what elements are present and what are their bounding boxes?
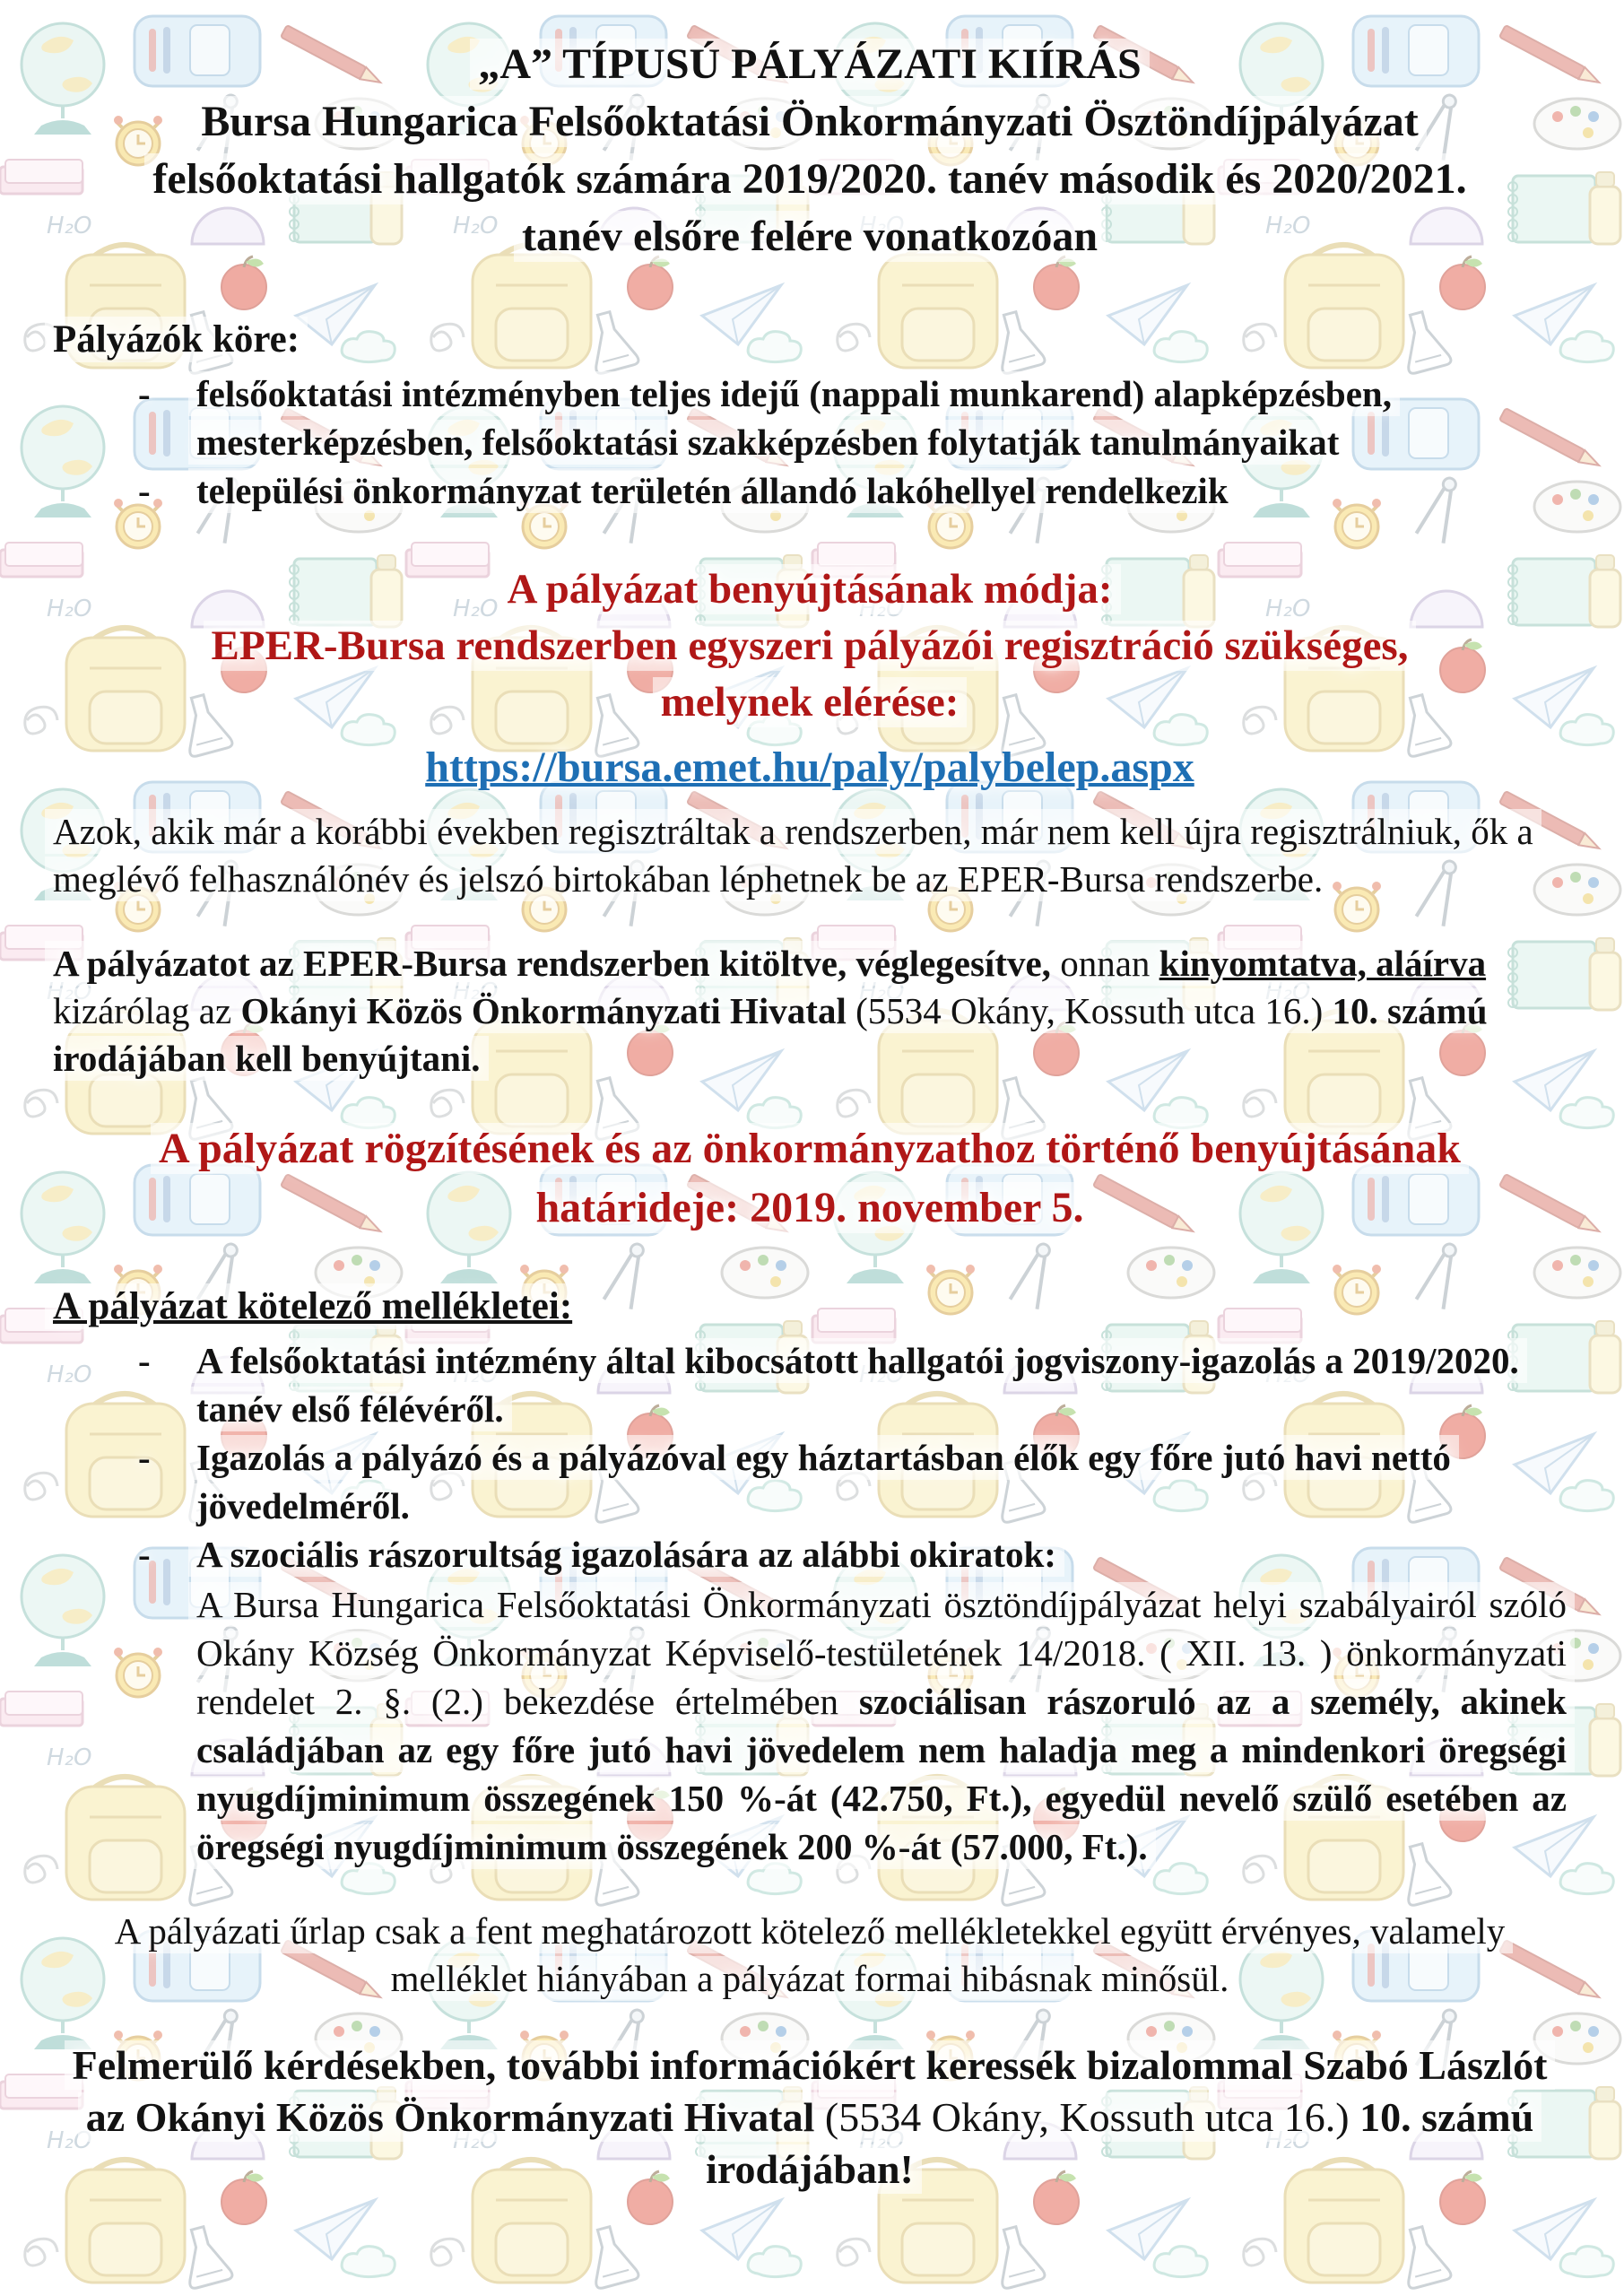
applicants-heading: Pályázók köre: xyxy=(45,316,1575,364)
applicants-list xyxy=(45,370,1575,515)
deadline-heading: A pályázat rögzítésének és az önkormányzathoz történő benyújtásának határideje: 2019. november 5. xyxy=(45,1119,1575,1238)
submit-instruction: A pályázatot az EPER-Bursa rendszerben kitöltve, véglegesítve, onnan kinyomtatva, aláírva kizárólag az Okányi Közös Önkormányzati Hivatal (5534 Okány, Kossuth utca 16.) 10. számú irodájában kell benyújtani. xyxy=(45,940,1575,1083)
contact-paragraph: Felmerülő kérdésekben, további információkért keressék bizalommal Szabó Lászlót az Okányi Közös Önkormányzati Hivatal (5534 Okány, Kossuth utca 16.) 10. számú irodájában! xyxy=(45,2039,1575,2196)
attachments-heading: A pályázat kötelező mellékletei: xyxy=(45,1283,1575,1331)
submission-method-heading: A pályázat benyújtásának módja: EPER-Bursa rendszerben egyszeri pályázói regisztráció szükséges, melynek elérése: xyxy=(45,561,1575,731)
bullet-dash: - xyxy=(138,1340,151,1381)
attachments-list xyxy=(45,1336,1575,1578)
list-item: - települési önkormányzat területén állandó lakóhellyel rendelkezik xyxy=(45,466,1575,515)
registration-note: Azok, akik már a korábbi években regisztráltak a rendszerben, már nem kell újra regisztrálniuk, ők a meglévő felhasználónév és jelszó birtokában léphetnek be az EPER-Bursa rendszerbe. xyxy=(45,808,1575,903)
page-subtitle-line-2: felsőoktatási hallgatók számára 2019/2020. tanév második és 2020/2021. xyxy=(45,151,1575,208)
bullet-dash: - xyxy=(138,1534,151,1575)
eper-bursa-link[interactable]: https://bursa.emet.hu/paly/palybelep.aspx xyxy=(425,744,1194,791)
list-item: - A szociális rászorultság igazolására az alábbi okiratok: xyxy=(45,1530,1575,1578)
bullet-dash: - xyxy=(138,470,151,511)
bullet-dash: - xyxy=(138,1437,151,1478)
list-item: - A felsőoktatási intézmény által kibocsátott hallgatói jogviszony-igazolás a 2019/2020. tanév első félévéről. xyxy=(45,1336,1575,1433)
title-block xyxy=(45,36,1575,265)
list-item: - Igazolás a pályázó és a pályázóval egy háztartásban élők egy főre jutó havi nettó jövedelméről. xyxy=(45,1433,1575,1530)
registration-link-line xyxy=(45,742,1575,794)
validity-note: A pályázati űrlap csak a fent meghatározott kötelező mellékletekkel együtt érvényes, valamely melléklet hiányában a pályázat formai hibásnak minősül. xyxy=(45,1908,1575,2003)
list-item: - felsőoktatási intézményben teljes idejű (nappali munkarend) alapképzésben, mesterképzésben, felsőoktatási szakképzésben folytatják tanulmányaikat xyxy=(45,370,1575,466)
regulation-paragraph: A Bursa Hungarica Felsőoktatási Önkormányzati ösztöndíjpályázat helyi szabályairól szóló Okány Község Önkormányzat Képviselő-testületének 14/2018. ( XII. 13. ) önkormányzati rendelet 2. §. (2.) bekezdése értelmében szociálisan rászoruló az a személy, akinek családjában az egy főre jutó havi jövedelem nem haladja meg a mindenkori öregségi nyugdíjminimum összegének 150 %-át (42.750, Ft.), egyedül nevelő szülő esetében az öregségi nyugdíjminimum összegének 200 %-át (57.000, Ft.). xyxy=(45,1580,1575,1871)
page-subtitle-line-1: Bursa Hungarica Felsőoktatási Önkormányzati Ösztöndíjpályázat xyxy=(45,93,1575,151)
bullet-dash: - xyxy=(138,373,151,414)
page-title: „A” TÍPUSÚ PÁLYÁZATI KIÍRÁS xyxy=(45,36,1575,93)
page-subtitle-line-3: tanév elsőre felére vonatkozóan xyxy=(45,208,1575,265)
